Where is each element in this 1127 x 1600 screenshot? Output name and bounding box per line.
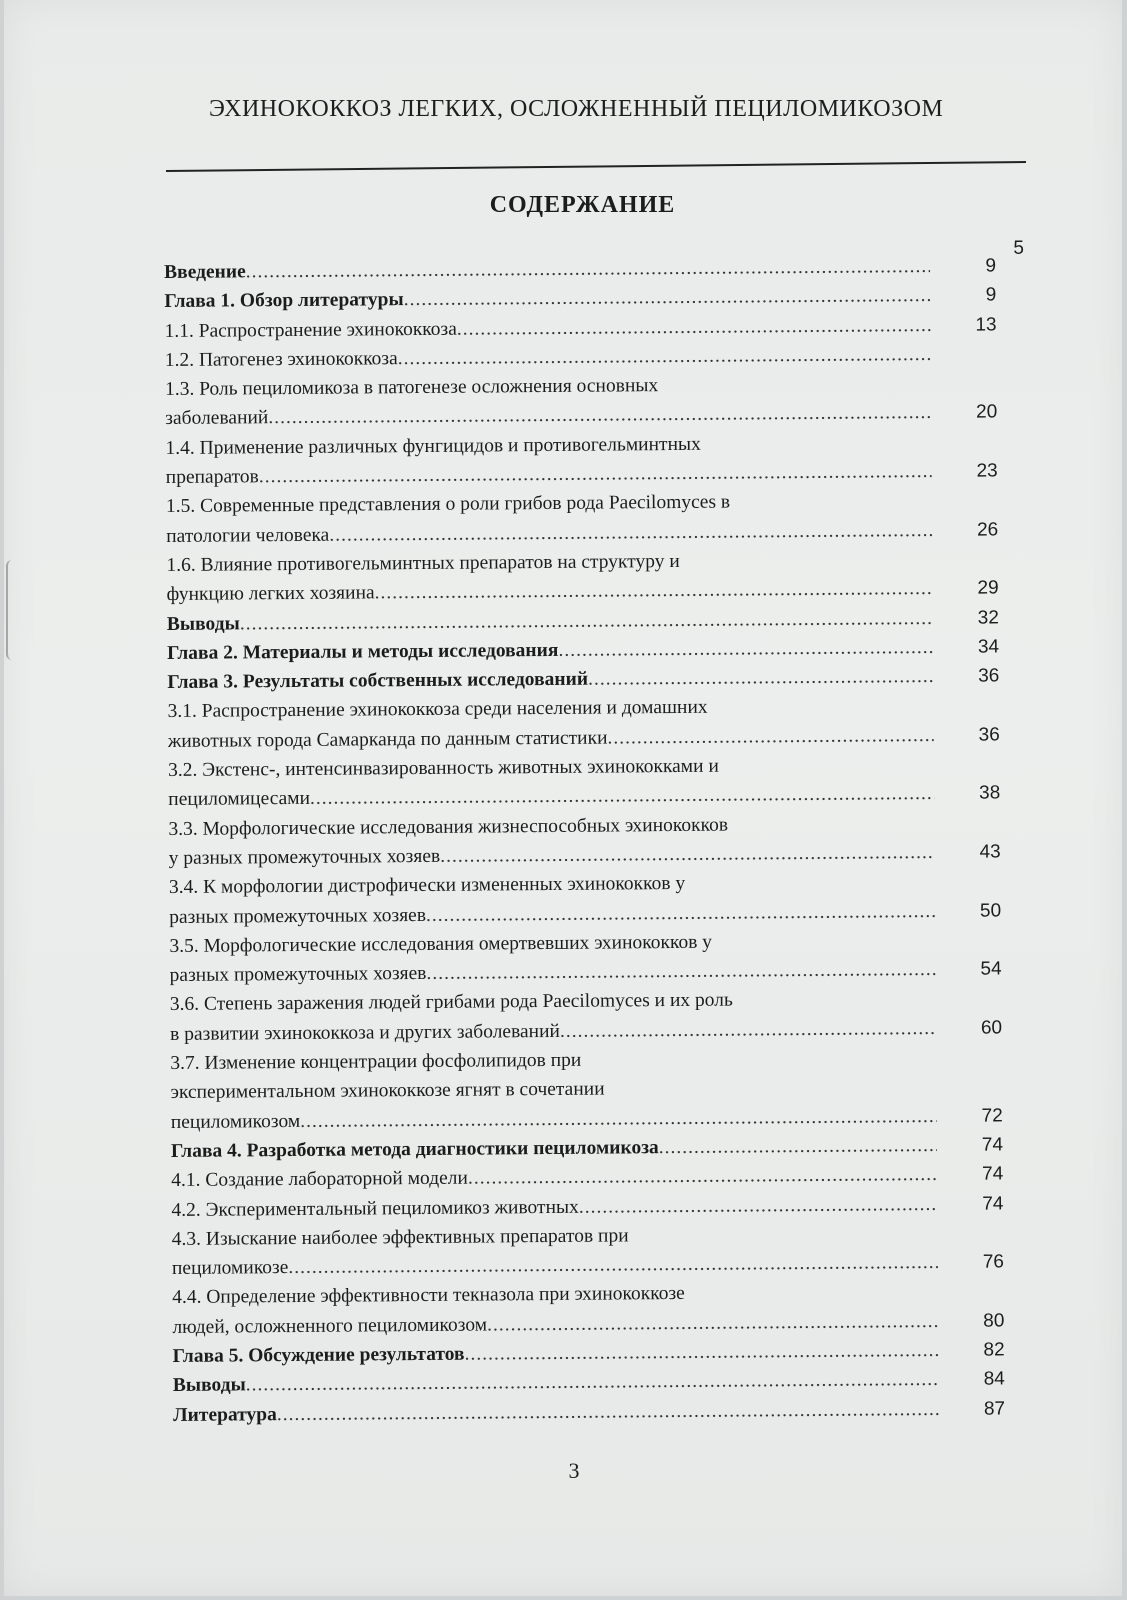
toc-entry-text: заболеваний bbox=[165, 407, 269, 430]
toc-entry-text: 3.7. Изменение концентрации фосфолипидов при bbox=[170, 1049, 582, 1074]
toc-entry-page: 54 bbox=[980, 958, 1002, 980]
dot-leader bbox=[579, 1189, 938, 1221]
toc-entry-page: 32 bbox=[977, 607, 999, 629]
toc-entry-text: у разных промежуточных хозяев bbox=[168, 845, 441, 869]
toc-entry-text: людей, осложненного пециломикозом bbox=[172, 1314, 488, 1338]
toc-entry-page: 72 bbox=[981, 1105, 1003, 1127]
dot-leader bbox=[457, 311, 931, 344]
toc-entry-text: 1.3. Роль пециломикоза в патогенезе осложнения основных bbox=[164, 375, 659, 401]
toc-entry-text: функцию легких хозяина bbox=[166, 582, 375, 606]
toc-entry-page: 80 bbox=[983, 1310, 1005, 1332]
toc-entry-text: 3.3. Морфологические исследования жизнеспособных эхинококков bbox=[168, 814, 729, 840]
dot-leader bbox=[404, 281, 931, 314]
toc-entry-text: разных промежуточных хозяев bbox=[169, 904, 427, 928]
toc-entry bbox=[165, 368, 1025, 433]
toc-entry-text: Глава 3. Результаты собственных исследований bbox=[167, 668, 589, 694]
toc-entry bbox=[169, 925, 1029, 990]
toc-entry bbox=[173, 1394, 1033, 1430]
toc-list bbox=[164, 251, 1033, 1430]
toc-entry-text: патологии человека bbox=[166, 524, 330, 547]
toc-entry bbox=[172, 1277, 1032, 1342]
toc-entry-page: 9 bbox=[985, 284, 997, 306]
toc-entry-page: 26 bbox=[976, 519, 999, 541]
toc-entry-page: 36 bbox=[978, 724, 1000, 746]
toc-entry-text: 3.1. Распространение эхинококкоза среди населения и домашних bbox=[167, 697, 708, 723]
toc-entry-text: 4.1. Создание лабораторной модели bbox=[171, 1167, 469, 1192]
toc-entry-page: 34 bbox=[977, 636, 1000, 658]
toc-entry-page: 74 bbox=[981, 1163, 1004, 1185]
toc-entry-text: 4.2. Экспериментальный пециломикоз животных bbox=[171, 1196, 579, 1221]
toc-entry-page: 82 bbox=[983, 1339, 1005, 1361]
dot-leader bbox=[487, 1307, 939, 1340]
dot-leader bbox=[659, 1131, 937, 1162]
toc-entry-text: экспериментальном эхинококкозе ягнят в сочетании bbox=[170, 1078, 605, 1104]
dot-leader bbox=[468, 1160, 938, 1193]
dot-leader bbox=[464, 1336, 938, 1369]
toc-entry bbox=[170, 984, 1030, 1049]
toc-entry-text: препаратов bbox=[165, 466, 259, 489]
toc-entry-page: 23 bbox=[976, 460, 998, 482]
running-title: ЭХИНОКОККОЗ ЛЕГКИХ, ОСЛОЖНЕННЫЙ ПЕЦИЛОМИКОЗОМ bbox=[209, 96, 944, 122]
toc-entry-text: Введение bbox=[164, 261, 246, 283]
toc-entry-text: Глава 5. Обсуждение результатов bbox=[172, 1343, 465, 1367]
toc-entry-text: пециломикозом bbox=[170, 1110, 301, 1133]
toc-entry bbox=[166, 486, 1026, 551]
toc-entry-text: 1.6. Влияние противогельминтных препаратов на структуру и bbox=[166, 550, 680, 576]
toc-entry-text: 3.6. Степень заражения людей грибами рода Paecilomyces и их роль bbox=[169, 989, 733, 1016]
toc-entry-page: 74 bbox=[982, 1192, 1004, 1215]
toc-entry bbox=[168, 808, 1028, 873]
toc-entry-text: 1.4. Применение различных фунгицидов и противогельминтных bbox=[165, 433, 701, 459]
document-page bbox=[4, 0, 1122, 1596]
toc-entry-text: Выводы bbox=[172, 1374, 246, 1397]
toc-entry-text: в развитии эхинококкоза и других заболеваний bbox=[170, 1020, 561, 1045]
toc-entry-page: 50 bbox=[979, 899, 1002, 922]
toc-entry-text: Литература bbox=[173, 1403, 277, 1426]
header-rule bbox=[166, 161, 1026, 172]
dot-leader bbox=[329, 516, 932, 550]
toc-entry-page: 84 bbox=[983, 1368, 1005, 1390]
binding-mark bbox=[6, 560, 22, 660]
dot-leader bbox=[440, 838, 935, 871]
toc-entry-text: 1.1. Распространение эхинококкоза bbox=[164, 318, 457, 342]
dot-leader bbox=[426, 955, 935, 988]
toc-entry-page: 29 bbox=[977, 577, 999, 599]
toc-entry-text: 4.3. Изыскание наиболее эффективных препаратов при bbox=[171, 1225, 629, 1250]
toc-entry-page: 43 bbox=[979, 841, 1001, 863]
toc-entry-page: 38 bbox=[979, 782, 1001, 804]
dot-leader bbox=[277, 1395, 939, 1429]
toc-entry bbox=[168, 749, 1028, 814]
dot-leader bbox=[398, 340, 931, 373]
toc-entry-page: 9 bbox=[985, 255, 997, 277]
toc-entry bbox=[166, 544, 1026, 609]
toc-entry-page: 74 bbox=[981, 1134, 1004, 1156]
toc-entry-text: 3.4. К морфологии дистрофически измененных эхинококков у bbox=[168, 873, 686, 899]
toc-entry-text: пециломицесами bbox=[168, 788, 311, 811]
dot-leader bbox=[560, 1014, 936, 1046]
dot-leader bbox=[375, 574, 933, 608]
toc-entry-text: 1.5. Современные представления о роли грибов рода Paecilomyces в bbox=[165, 491, 731, 518]
page-number: 3 bbox=[568, 1458, 580, 1483]
toc-entry-page: 76 bbox=[982, 1251, 1004, 1273]
toc-first-page-number: 5 bbox=[1013, 238, 1024, 259]
toc-entry-text: 4.4. Определение эффективности текназола при эхинококкозе bbox=[172, 1283, 685, 1309]
toc-entry-text: Глава 1. Обзор литературы bbox=[164, 289, 404, 313]
toc-entry bbox=[172, 1218, 1032, 1283]
toc-entry-page: 60 bbox=[980, 1017, 1003, 1039]
toc-entry bbox=[169, 866, 1029, 931]
toc-entry-text: Глава 2. Материалы и методы исследования bbox=[167, 639, 559, 664]
dot-leader bbox=[607, 721, 934, 753]
toc-entry-text: разных промежуточных хозяев bbox=[169, 963, 427, 987]
toc-entry-text: Глава 4. Разработка метода диагностики пециломикоза bbox=[170, 1137, 659, 1162]
toc-entry-text: животных города Самарканда по данным статистики bbox=[167, 727, 608, 752]
toc-entry-line bbox=[173, 1395, 939, 1430]
dot-leader bbox=[426, 896, 935, 929]
toc-entry-text: пециломикозе bbox=[171, 1257, 289, 1280]
toc-entry-text: 1.2. Патогенез эхинококкоза bbox=[164, 348, 398, 371]
toc-entry-text: Выводы bbox=[166, 612, 240, 635]
toc-entry-page: 20 bbox=[976, 401, 998, 424]
toc-title: СОДЕРЖАНИЕ bbox=[489, 192, 676, 218]
toc-entry-page: 87 bbox=[983, 1398, 1006, 1420]
toc-entry-text: 3.2. Экстенс-, интенсинвазированность животных эхинококками и bbox=[167, 755, 719, 782]
dot-leader bbox=[558, 633, 933, 665]
toc-entry-text: 3.5. Морфологические исследования омертвевших эхинококков у bbox=[169, 931, 713, 957]
dot-leader bbox=[588, 662, 934, 694]
toc-entry bbox=[165, 427, 1025, 492]
toc-entry bbox=[170, 1042, 1031, 1137]
toc-entry-page: 13 bbox=[975, 314, 997, 336]
toc-entry bbox=[167, 691, 1027, 756]
toc-entry-page: 36 bbox=[978, 665, 1000, 687]
